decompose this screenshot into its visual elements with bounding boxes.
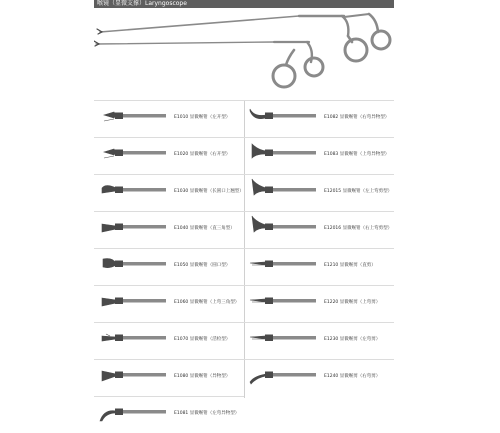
instrument-shaft <box>116 188 166 192</box>
instrument-thumbnail <box>98 251 168 281</box>
row-separator <box>94 137 394 138</box>
instrument-shaft <box>266 188 316 192</box>
item-code-label: E1080 显微喉钳（异物型） <box>174 374 231 379</box>
instrument-tip <box>250 109 266 119</box>
instrument-thumbnail <box>248 103 318 133</box>
row-separator <box>94 248 394 249</box>
instrument-shaft <box>116 299 166 303</box>
instrument-tip <box>252 179 266 195</box>
instrument-hinge <box>265 113 273 120</box>
item-code-label: E1081 显微喉钳（左弯异物型） <box>174 411 240 416</box>
catalog-item <box>244 322 394 359</box>
row-separator <box>94 211 394 212</box>
instrument-shaft <box>266 262 316 266</box>
instrument-hinge <box>115 187 123 194</box>
item-code-label: E1083 显微喉钳（上弯异物型） <box>324 152 390 157</box>
catalog-item <box>94 322 244 359</box>
instrument-thumbnail <box>98 177 168 207</box>
instrument-tip <box>250 374 266 384</box>
instrument-shaft <box>266 299 316 303</box>
row-separator <box>94 359 394 360</box>
instrument-hinge <box>265 187 273 194</box>
item-code-label: E1020 显微喉钳（右开型） <box>174 152 231 157</box>
instrument-tip <box>100 411 116 421</box>
instrument-hinge <box>265 372 273 379</box>
item-code-label: E12016 显微喉钳（右上弯剪型） <box>324 226 393 231</box>
instrument-thumbnail <box>98 288 168 318</box>
row-separator <box>94 100 394 101</box>
catalog-item <box>94 137 244 174</box>
row-separator <box>94 396 244 397</box>
instrument-hinge <box>265 261 273 268</box>
instrument-tip <box>250 299 266 302</box>
instrument-shaft <box>266 373 316 377</box>
instrument-shaft <box>266 336 316 340</box>
item-code-label: E1040 显微喉钳（直三角型） <box>174 226 235 231</box>
instrument-tip <box>250 336 266 339</box>
instrument-shaft <box>116 225 166 229</box>
instrument-tip <box>104 112 116 121</box>
instrument-hinge <box>115 372 123 379</box>
catalog-item <box>244 211 394 248</box>
row-separator <box>94 285 394 286</box>
instrument-shaft <box>116 373 166 377</box>
catalog-item <box>94 174 244 211</box>
instrument-tip <box>102 334 116 341</box>
instrument-shaft <box>116 262 166 266</box>
instrument-thumbnail <box>248 214 318 244</box>
item-code-label: E1060 显微喉钳（上弯三角型） <box>174 300 240 305</box>
catalog-item <box>94 359 244 396</box>
long-instrument-lower <box>94 41 323 87</box>
instrument-shaft <box>116 114 166 118</box>
instrument-thumbnail <box>98 140 168 170</box>
instrument-tip <box>103 259 116 268</box>
instrument-shaft <box>116 151 166 155</box>
item-code-label: E1050 显微喉钳（圆口型） <box>174 263 231 268</box>
instrument-hinge <box>265 335 273 342</box>
instrument-hinge <box>265 298 273 305</box>
item-code-label: E1220 显微喉剪（上弯剪） <box>324 300 381 305</box>
header-bar <box>94 0 394 8</box>
instrument-tip <box>102 298 116 306</box>
catalog-item <box>94 248 244 285</box>
instrument-tip <box>250 262 266 265</box>
item-code-label: E1082 显微喉钳（右弯异物型） <box>324 115 390 120</box>
instrument-thumbnail <box>98 214 168 244</box>
instrument-thumbnail <box>248 288 318 318</box>
catalog-item <box>94 100 244 137</box>
instrument-thumbnail <box>248 251 318 281</box>
instrument-thumbnail <box>98 362 168 392</box>
catalog-item <box>244 285 394 322</box>
instrument-shaft <box>266 114 316 118</box>
catalog-item <box>94 211 244 248</box>
item-code-label: E1010 显微喉钳（左开型） <box>174 115 231 120</box>
page-title: 喉镜（显微支撑）Laryngoscope <box>97 0 187 7</box>
instrument-tip <box>252 216 266 232</box>
item-code-label: E1210 显微喉剪（直剪） <box>324 263 376 268</box>
instrument-tip <box>102 224 116 232</box>
instrument-hinge <box>265 150 273 157</box>
instrument-hinge <box>115 335 123 342</box>
instrument-hinge <box>115 298 123 305</box>
instrument-shaft <box>266 151 316 155</box>
instrument-hinge <box>115 150 123 157</box>
catalog-grid <box>94 100 394 416</box>
instrument-shaft <box>266 225 316 229</box>
catalog-item <box>94 396 244 433</box>
hero-instrument-illustration <box>94 10 394 100</box>
item-code-label: E1230 显微喉剪（左弯剪） <box>324 337 381 342</box>
instrument-thumbnail <box>248 140 318 170</box>
instrument-thumbnail <box>98 103 168 133</box>
instrument-thumbnail <box>248 325 318 355</box>
item-code-label: E1030 显微喉钳（长圆口上翘型） <box>174 189 244 194</box>
instrument-shaft <box>116 336 166 340</box>
instrument-tip <box>102 186 116 194</box>
long-instrument-upper <box>97 14 390 61</box>
catalog-item <box>244 359 394 396</box>
row-separator <box>94 322 394 323</box>
catalog-item <box>94 285 244 322</box>
catalog-item <box>244 100 394 137</box>
instrument-tip <box>104 149 116 158</box>
instrument-hinge <box>115 261 123 268</box>
catalog-item <box>244 174 394 211</box>
item-code-label: E1070 显微喉钳（活检型） <box>174 337 231 342</box>
item-code-label: E12015 显微喉钳（左上弯剪型） <box>324 189 393 194</box>
instrument-tip <box>252 144 266 158</box>
instrument-thumbnail <box>98 325 168 355</box>
instrument-thumbnail <box>248 362 318 392</box>
instrument-shaft <box>116 410 166 414</box>
catalog-item <box>244 137 394 174</box>
row-separator <box>94 174 394 175</box>
instrument-hinge <box>115 113 123 120</box>
item-code-label: E1240 显微喉剪（右弯剪） <box>324 374 381 379</box>
instrument-hinge <box>115 409 123 416</box>
instrument-thumbnail <box>248 177 318 207</box>
instrument-hinge <box>265 224 273 231</box>
instrument-hinge <box>115 224 123 231</box>
instrument-thumbnail <box>98 399 168 429</box>
instrument-tip <box>102 371 116 381</box>
catalog-item <box>244 248 394 285</box>
